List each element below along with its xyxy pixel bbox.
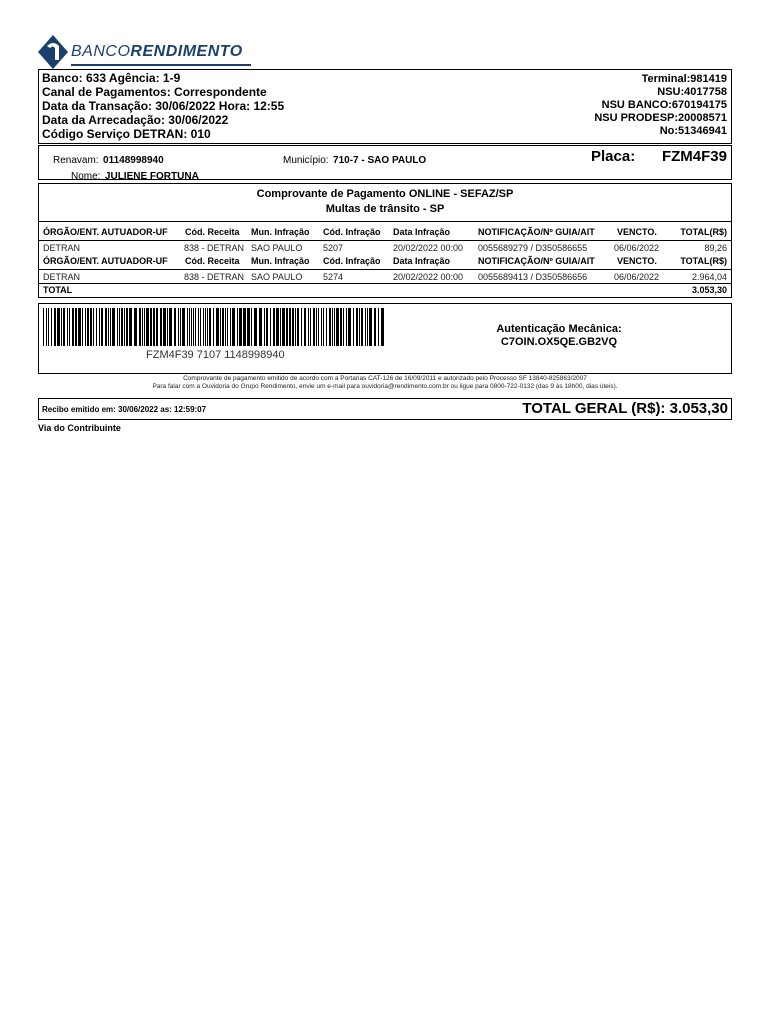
barcode-bar xyxy=(381,308,384,346)
barcode-bar xyxy=(110,308,111,346)
row2-data-infracao: 20/02/2022 00:00 xyxy=(393,272,464,282)
row1-orgao: DETRAN xyxy=(43,243,81,253)
row2-total: 2.964,04 xyxy=(691,272,727,282)
barcode-bar xyxy=(63,308,65,346)
placa-value: FZM4F39 xyxy=(661,148,727,165)
barcode-bar xyxy=(295,308,296,346)
barcode-bar xyxy=(225,308,226,346)
barcode-bar xyxy=(308,308,309,346)
logo-underline xyxy=(71,64,251,66)
barcode-bar xyxy=(304,308,306,346)
barcode-bar xyxy=(198,308,199,346)
barcode-bar xyxy=(189,308,190,346)
barcode-bar xyxy=(101,308,103,346)
barcode-bar xyxy=(282,308,285,346)
barcode-bar xyxy=(286,308,288,346)
barcode-bar xyxy=(169,308,172,346)
total-geral: TOTAL GERAL (R$): 3.053,30 xyxy=(522,400,728,417)
row1-notificacao: 0055689279 / D350586655 xyxy=(478,243,588,253)
transaction-date: Data da Transação: 30/06/2022 Hora: 12:55 xyxy=(42,99,285,113)
col-vencto: VENCTO. xyxy=(617,227,657,237)
barcode-bar xyxy=(72,308,74,346)
barcode-bar xyxy=(332,308,333,346)
payment-details xyxy=(38,183,732,298)
barcode-bar xyxy=(280,308,281,346)
barcode-bar xyxy=(243,308,246,346)
barcode-bar xyxy=(329,308,331,346)
barcode-section xyxy=(38,303,732,374)
barcode-bar xyxy=(273,308,275,346)
barcode-bar xyxy=(187,308,188,346)
col-mun-infracao-2: Mun. Infração xyxy=(251,256,310,266)
col-cod-receita-2: Cód. Receita xyxy=(185,256,240,266)
barcode-bar xyxy=(46,308,47,346)
barcode-bar xyxy=(108,308,109,346)
barcode xyxy=(43,308,385,346)
barcode-bar xyxy=(121,308,123,346)
payment-title-box xyxy=(39,184,731,222)
municipio: Município: 710-7 - SAO PAULO xyxy=(283,155,427,166)
barcode-bar xyxy=(310,308,311,346)
barcode-bar xyxy=(292,308,294,346)
barcode-bar xyxy=(105,308,107,346)
barcode-bar xyxy=(369,308,372,346)
barcode-bar xyxy=(124,308,125,346)
row2-mun-infracao: SAO PAULO xyxy=(251,272,303,282)
barcode-bar xyxy=(213,308,214,346)
row2-cod-infracao: 5274 xyxy=(323,272,344,282)
barcode-bar xyxy=(48,308,49,346)
barcode-bar xyxy=(216,308,219,346)
receipt-issued: Recibo emitido em: 30/06/2022 as: 12:59:07 xyxy=(42,405,207,414)
barcode-bar xyxy=(301,308,302,346)
collection-date: Data da Arrecadação: 30/06/2022 xyxy=(42,113,229,127)
service-code: Código Serviço DETRAN: 010 xyxy=(42,127,211,141)
barcode-bar xyxy=(220,308,221,346)
barcode-bar xyxy=(191,308,192,346)
col-notificacao: NOTIFICAÇÃO/Nº GUIA/AIT xyxy=(478,227,595,237)
barcode-bar xyxy=(167,308,168,346)
barcode-bar xyxy=(209,308,211,346)
barcode-bar xyxy=(207,308,208,346)
col-data-infracao: Data Infração xyxy=(393,227,451,237)
payment-channel: Canal de Pagamentos: Correspondente xyxy=(42,85,267,99)
barcode-bar xyxy=(222,308,224,346)
row-divider xyxy=(39,240,731,241)
barcode-bar xyxy=(150,308,152,346)
barcode-bar xyxy=(99,308,100,346)
barcode-bar xyxy=(230,308,231,346)
barcode-bar xyxy=(178,308,179,346)
barcode-bar xyxy=(237,308,238,346)
total-value: 3.053,30 xyxy=(691,285,727,295)
barcode-bar xyxy=(336,308,339,346)
col-data-infracao-2: Data Infração xyxy=(393,256,451,266)
barcode-bar xyxy=(232,308,235,346)
barcode-bar xyxy=(334,308,335,346)
row1-cod-infracao: 5207 xyxy=(323,243,344,253)
terminal: Terminal:981419 xyxy=(641,73,727,85)
barcode-bar xyxy=(54,308,56,346)
col-cod-infracao-2: Cód. Infração xyxy=(323,256,381,266)
placa-label: Placa: xyxy=(591,148,636,165)
barcode-bar xyxy=(139,308,141,346)
total-section xyxy=(38,398,732,420)
payer-info xyxy=(38,145,732,180)
barcode-bar xyxy=(69,308,70,346)
barcode-bar xyxy=(205,308,206,346)
barcode-bar xyxy=(326,308,327,346)
barcode-bar xyxy=(142,308,143,346)
barcode-bar xyxy=(193,308,194,346)
row2-cod-receita: 838 - DETRAN xyxy=(184,272,245,282)
barcode-bar xyxy=(163,308,166,346)
barcode-bar xyxy=(239,308,242,346)
barcode-bar xyxy=(78,308,81,346)
nsu-prodesp: NSU PRODESP:20008571 xyxy=(594,112,727,124)
row2-notificacao: 0055689413 / D350586656 xyxy=(478,272,588,282)
col-orgao-2: ÓRGÃO/ENT. AUTUADOR-UF xyxy=(43,256,168,266)
barcode-bar xyxy=(365,308,366,346)
barcode-bar xyxy=(316,308,317,346)
barcode-bar xyxy=(266,308,268,346)
row2-orgao: DETRAN xyxy=(43,272,81,282)
barcode-bar xyxy=(87,308,89,346)
col-total-2: TOTAL(R$) xyxy=(680,256,727,266)
barcode-bar xyxy=(251,308,252,346)
barcode-bar xyxy=(61,308,62,346)
payment-title: Comprovante de Pagamento ONLINE - SEFAZ/SP xyxy=(256,188,514,200)
barcode-bar xyxy=(378,308,379,346)
payment-subtitle: Multas de trânsito - SP xyxy=(325,203,445,215)
total-label: TOTAL xyxy=(43,285,73,295)
barcode-bar xyxy=(289,308,291,346)
barcode-bar xyxy=(90,308,92,346)
barcode-bar xyxy=(367,308,368,346)
receipt-number: No:51346941 xyxy=(659,125,727,137)
row1-mun-infracao: SAO PAULO xyxy=(251,243,303,253)
barcode-bar xyxy=(126,308,128,346)
transaction-header xyxy=(38,69,732,144)
barcode-bar xyxy=(200,308,201,346)
col-orgao: ÓRGÃO/ENT. AUTUADOR-UF xyxy=(43,227,168,237)
bank-logo xyxy=(37,34,243,70)
barcode-bar xyxy=(374,308,376,346)
barcode-bar xyxy=(117,308,118,346)
barcode-bar xyxy=(129,308,132,346)
barcode-bar xyxy=(43,308,44,346)
barcode-bar xyxy=(51,308,52,346)
bank-logo-icon xyxy=(37,34,69,70)
barcode-bar xyxy=(195,308,196,346)
barcode-bar xyxy=(93,308,94,346)
row1-vencto: 06/06/2022 xyxy=(614,243,660,253)
col-cod-infracao: Cód. Infração xyxy=(323,227,381,237)
barcode-bar xyxy=(323,308,324,346)
barcode-bar xyxy=(146,308,149,346)
barcode-bar xyxy=(247,308,250,346)
barcode-bar xyxy=(318,308,319,346)
barcode-bar xyxy=(346,308,347,346)
copy-label: Via do Contribuinte xyxy=(38,423,121,433)
barcode-bar xyxy=(180,308,181,346)
row1-data-infracao: 20/02/2022 00:00 xyxy=(393,243,464,253)
barcode-bar xyxy=(264,308,265,346)
col-vencto-2: VENCTO. xyxy=(617,256,657,266)
barcode-bar xyxy=(153,308,155,346)
barcode-bar xyxy=(156,308,158,346)
barcode-bar xyxy=(182,308,185,346)
barcode-bar xyxy=(85,308,86,346)
barcode-bar xyxy=(321,308,322,346)
barcode-number: FZM4F39 7107 1148998940 xyxy=(146,349,285,361)
payer-name: Nome: JULIENE FORTUNA xyxy=(71,171,199,182)
barcode-bar xyxy=(297,308,299,346)
barcode-bar xyxy=(359,308,360,346)
col-total: TOTAL(R$) xyxy=(680,227,727,237)
auth-code: C7OIN.OX5QE.GB2VQ xyxy=(500,336,618,348)
barcode-bar xyxy=(96,308,97,346)
legal-note: Comprovante de pagamento emitido de acordo com a Portarias CAT-126 de 16/09/2011 e autorizado pelo Processo SF 13840-825863/2007 xyxy=(183,375,587,382)
nsu-banco: NSU BANCO:670194175 xyxy=(601,99,727,111)
row-divider xyxy=(39,283,731,284)
row1-total: 89,26 xyxy=(704,243,727,253)
barcode-bar xyxy=(343,308,344,346)
bank-agency: Banco: 633 Agência: 1-9 xyxy=(42,71,181,85)
bank-logo-wordmark: BANCORENDIMENTO xyxy=(71,43,243,60)
row2-vencto: 06/06/2022 xyxy=(614,272,660,282)
auth-label: Autenticação Mecânica: xyxy=(496,323,622,335)
barcode-bar xyxy=(144,308,145,346)
nsu: NSU:4017758 xyxy=(657,86,727,98)
ombudsman-note: Para falar com a Ouvidoria do Grupo Rendimento, envie um e-mail para ouvidoria@rendimento.com.br ou ligue para 0800-722-0132 (das 9 às 18h00, dias úteis). xyxy=(152,383,618,390)
barcode-bar xyxy=(361,308,363,346)
renavam: Renavam: 01148998940 xyxy=(53,155,164,166)
col-mun-infracao: Mun. Infração xyxy=(251,227,310,237)
barcode-bar xyxy=(254,308,257,346)
barcode-bar xyxy=(348,308,351,346)
barcode-bar xyxy=(67,308,68,346)
barcode-bar xyxy=(134,308,137,346)
barcode-bar xyxy=(356,308,358,346)
barcode-bar xyxy=(270,308,271,346)
barcode-bar xyxy=(227,308,228,346)
barcode-bar xyxy=(174,308,176,346)
barcode-bar xyxy=(82,308,83,346)
barcode-bar xyxy=(112,308,115,346)
row-divider xyxy=(39,269,731,270)
barcode-bar xyxy=(57,308,60,346)
col-notificacao-2: NOTIFICAÇÃO/Nº GUIA/AIT xyxy=(478,256,595,266)
barcode-bar xyxy=(353,308,354,346)
col-cod-receita: Cód. Receita xyxy=(185,227,240,237)
barcode-bar xyxy=(259,308,262,346)
barcode-bar xyxy=(313,308,315,346)
barcode-bar xyxy=(160,308,162,346)
row1-cod-receita: 838 - DETRAN xyxy=(184,243,245,253)
barcode-bar xyxy=(276,308,279,346)
barcode-bar xyxy=(340,308,342,346)
barcode-bar xyxy=(75,308,77,346)
barcode-bar xyxy=(119,308,120,346)
barcode-bar xyxy=(203,308,204,346)
